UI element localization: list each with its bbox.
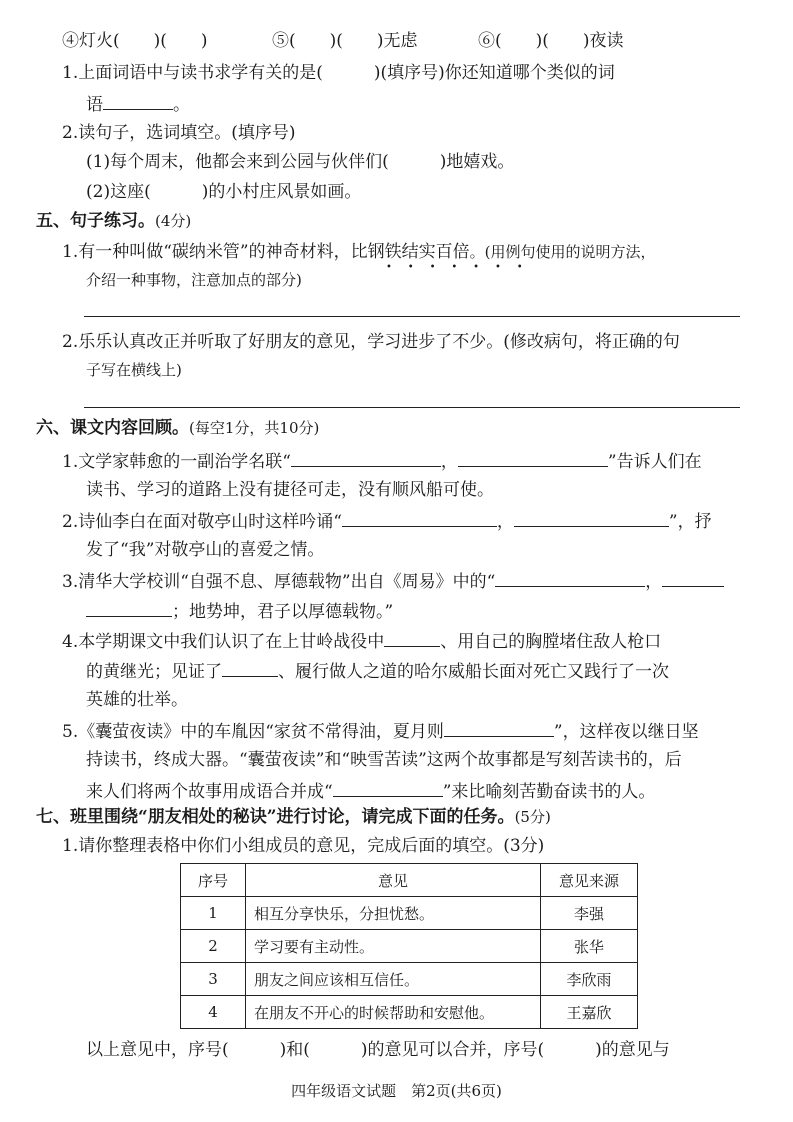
section-5-heading: 五、句子练习。(4分) <box>36 211 192 231</box>
question-4-1-line2: 语 。 <box>86 91 190 117</box>
idiom-item-4: ④灯火( )( ) <box>62 31 208 51</box>
question-4-1-line1: 1.上面词语中与读书求学有关的是( )(填序号)你还知道哪个类似的词 <box>62 63 615 83</box>
answer-blank[interactable] <box>291 448 441 467</box>
question-6-5-line2: 持读书，终成大器。“囊萤夜读”和“映雪苦读”这两个故事都是写刻苦读书的，后 <box>86 750 682 770</box>
table-row <box>181 996 638 1029</box>
table-row <box>181 930 638 963</box>
section-7-heading: 七、班里围绕“朋友相处的秘诀”进行讨论，请完成下面的任务。(5分) <box>36 807 551 827</box>
answer-line-5-1[interactable] <box>84 316 740 317</box>
answer-blank[interactable] <box>662 568 724 587</box>
table-row <box>181 897 638 930</box>
question-6-4-line1: 4.本学期课文中我们认识了在上甘岭战役中 、用自己的胸膛堵住敌人枪口 <box>62 628 661 654</box>
answer-line-5-2[interactable] <box>84 407 740 408</box>
question-4-2-sub1: (1)每个周末，他都会来到公园与伙伴们( )地嬉戏。 <box>86 152 515 172</box>
dotted-phrase: 比钢铁结实百倍 <box>350 242 470 262</box>
answer-blank[interactable] <box>333 778 443 797</box>
table-header: 意见来源 <box>541 864 638 897</box>
question-6-5-line3: 来人们将两个故事用成语合并成“ ”来比喻刻苦勤奋读书的人。 <box>86 778 655 804</box>
question-6-5-line1: 5.《囊萤夜读》中的车胤因“家贫不常得油，夏月则 ”，这样夜以继日坚 <box>62 718 699 744</box>
idiom-item-6: ⑥( )( )夜读 <box>478 31 624 51</box>
table-cell: 李强 <box>541 897 638 930</box>
answer-blank[interactable] <box>103 91 173 110</box>
question-6-2-line1: 2.诗仙李白在面对敬亭山时这样吟诵“ ， ”，抒 <box>62 508 712 534</box>
table-cell: 相互分享快乐，分担忧愁。 <box>246 897 541 930</box>
table-header: 意见 <box>246 864 541 897</box>
question-6-4-line2: 的黄继光；见证了 、履行做人之道的哈尔威船长面对死亡又践行了一次 <box>86 658 669 684</box>
answer-blank[interactable] <box>342 508 497 527</box>
table-cell: 4 <box>181 996 246 1029</box>
question-6-3-line2: ；地势坤，君子以厚德载物。” <box>86 598 393 624</box>
table-cell: 王嘉欣 <box>541 996 638 1029</box>
question-6-4-line3: 英雄的壮举。 <box>86 690 188 710</box>
question-7-1: 1.请你整理表格中你们小组成员的意见，完成后面的填空。(3分) <box>62 836 545 856</box>
answer-blank[interactable] <box>495 568 645 587</box>
emphasis-dots: • • • • • • • <box>386 262 523 273</box>
answer-blank[interactable] <box>86 598 172 617</box>
page-footer: 四年级语文试题 第2页(共6页) <box>291 1082 502 1100</box>
answer-blank[interactable] <box>222 658 278 677</box>
table-cell: 李欣雨 <box>541 963 638 996</box>
table-cell: 张华 <box>541 930 638 963</box>
question-6-1-line1: 1.文学家韩愈的一副治学名联“ ， ”告诉人们在 <box>62 448 702 474</box>
question-6-2-line2: 发了“我”对敬亭山的喜爱之情。 <box>86 540 325 560</box>
question-6-1-line2: 读书、学习的道路上没有捷径可走，没有顺风船可使。 <box>86 480 494 500</box>
table-header-row <box>181 864 638 897</box>
section-6-heading: 六、课文内容回顾。(每空1分，共10分) <box>36 418 320 438</box>
answer-blank[interactable] <box>444 718 554 737</box>
question-4-2-sub2: (2)这座( )的小村庄风景如画。 <box>86 182 362 202</box>
table-cell: 3 <box>181 963 246 996</box>
question-7-1-fill: 以上意见中，序号( )和( )的意见可以合并，序号( )的意见与 <box>86 1040 670 1060</box>
table-row <box>181 963 638 996</box>
question-4-2-line1: 2.读句子，选词填空。(填序号) <box>62 123 296 143</box>
question-5-1-line2: 介绍一种事物，注意加点的部分) <box>86 271 302 289</box>
question-6-3-line1: 3.清华大学校训“自强不息、厚德载物”出自《周易》中的“ ， <box>62 568 724 594</box>
answer-blank[interactable] <box>458 448 608 467</box>
table-cell: 朋友之间应该相互信任。 <box>246 963 541 996</box>
opinions-table <box>180 863 638 1029</box>
table-cell: 1 <box>181 897 246 930</box>
table-header: 序号 <box>181 864 246 897</box>
table-cell: 在朋友不开心的时候帮助和安慰他。 <box>246 996 541 1029</box>
answer-blank[interactable] <box>384 628 440 647</box>
question-5-2-line1: 2.乐乐认真改正并听取了好朋友的意见，学习进步了不少。(修改病句，将正确的句 <box>62 332 680 352</box>
question-5-2-line2: 子写在横线上) <box>86 361 182 379</box>
table-cell: 学习要有主动性。 <box>246 930 541 963</box>
question-5-1-line1: 1.有一种叫做“碳纳米管”的神奇材料，比钢铁结实百倍。(用例句使用的说明方法， <box>62 242 656 262</box>
table-cell: 2 <box>181 930 246 963</box>
answer-blank[interactable] <box>514 508 669 527</box>
idiom-item-5: ⑤( )( )无虑 <box>272 31 418 51</box>
